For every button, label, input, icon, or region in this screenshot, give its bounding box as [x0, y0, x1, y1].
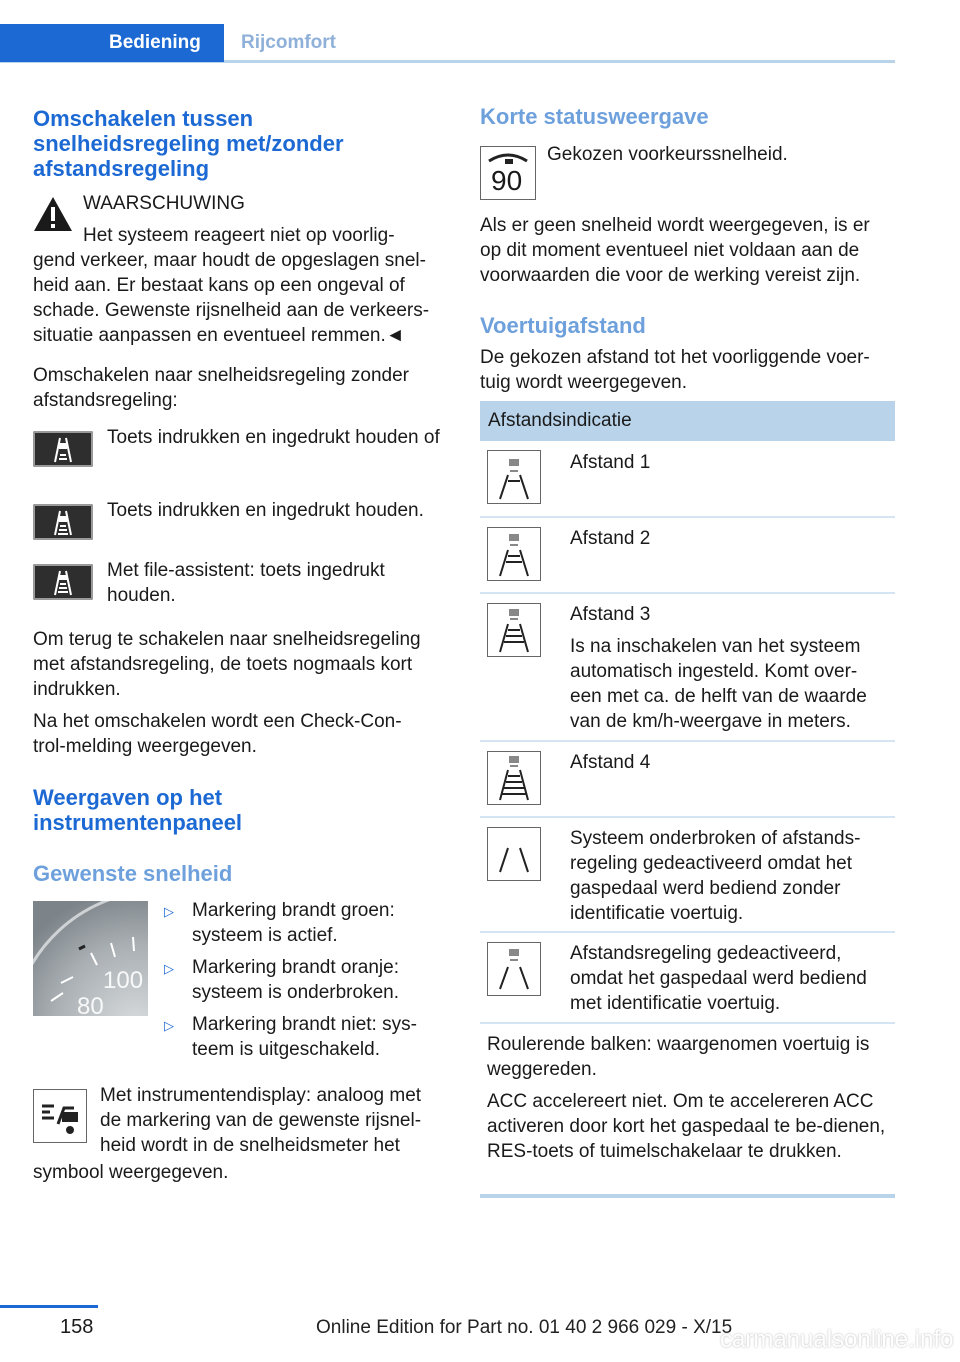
row-title-4: Afstand 4: [570, 752, 651, 773]
speedo-label-100: 100: [103, 967, 144, 994]
system-interrupted-icon: [487, 827, 541, 881]
bullet-text-1: Markering brandt groen: systeem is actief.: [192, 900, 395, 946]
option-2: Toets indrukken en ingedrukt houden.: [107, 500, 424, 521]
check-control-text: Na het omschakelen wordt een Check-Con-trol-melding weergegeven.: [33, 711, 402, 757]
row-separator: [480, 592, 895, 594]
traffic-jam-button-icon: [33, 564, 93, 600]
speedo-label-80: 80: [77, 993, 104, 1016]
distance-4-icon: [487, 751, 541, 805]
distance-1-icon: [487, 450, 541, 504]
row-title-1: Afstand 1: [570, 452, 651, 473]
option-1: Toets indrukken en ingedrukt houden of: [107, 427, 440, 448]
edition-text: Online Edition for Part no. 01 40 2 966 029 - X/15: [316, 1317, 733, 1338]
tab-bediening[interactable]: Bediening: [0, 24, 224, 62]
row-desc-3: Is na inschakelen van het systeem automatisch ingesteld. Komt over-een met ca. de helft van de waarde van de km/h-weergave in meters.: [570, 636, 867, 732]
page-number: 158: [60, 1316, 94, 1338]
instrument-text-rest: symbool weergegeven.: [33, 1162, 229, 1183]
bullet-text-2: Markering brandt oranje: systeem is onderbroken.: [192, 957, 399, 1003]
option-3: Met file-assistent: toets ingedrukt houden.: [107, 560, 385, 606]
bullet-icon: ▷: [164, 904, 174, 919]
distance-button-icon-2: [33, 504, 93, 540]
distance-title: Voertuigafstand: [480, 313, 646, 338]
footer-rule: [0, 1305, 98, 1308]
switch-back-text: Om terug te schakelen naar snelheidsregeling met afstandsregeling, de toets nogmaals kort indrukken.: [33, 629, 421, 700]
warning-text: gend verkeer, maar houdt de opgeslagen snel-heid aan. Er bestaat kans op een ongeval of schade. Gewenste rijsnelheid aan de verkeers-situatie aanpassen en eventueel remmen.◄: [33, 250, 430, 346]
instrument-text-first: Met instrumentendisplay: analoog met de markering van de gewenste rijsnel-heid wordt in de snelheidsmeter het: [100, 1085, 422, 1156]
tab-rijcomfort[interactable]: Rijcomfort: [241, 32, 336, 53]
vehicle-detected-deactivated-icon: [487, 942, 541, 996]
table-bottom-rule: [480, 1194, 895, 1198]
warning-label: WAARSCHUWING: [83, 193, 245, 214]
distance-intro: De gekozen afstand tot het voorliggende voer-tuig wordt weergegeven.: [480, 347, 870, 393]
bullet-icon: ▷: [164, 961, 174, 976]
section-title-switch: Omschakelen tussen snelheidsregeling met/zonder afstandsregeling: [33, 106, 344, 181]
row-title-6: Afstandsregeling gedeactiveerd, omdat het gaspedaal werd bediend met identificatie voertuig.: [570, 943, 867, 1014]
warning-icon: [33, 196, 73, 232]
speedometer-image: [33, 901, 148, 1016]
distance-2-icon: [487, 527, 541, 581]
row-separator: [480, 1022, 895, 1024]
bullet-text-3: Markering brandt niet: sys-teem is uitgeschakeld.: [192, 1014, 417, 1060]
watermark: carmanualsonline.info: [720, 1326, 954, 1353]
set-speed-symbol-icon: [33, 1089, 87, 1143]
table-header: [480, 401, 895, 441]
distance-3-icon: [487, 603, 541, 657]
row-title-3: Afstand 3: [570, 604, 651, 625]
status-text: Gekozen voorkeurssnelheid.: [547, 144, 788, 165]
distance-button-icon: [33, 431, 93, 467]
row-title-2: Afstand 2: [570, 528, 651, 549]
bullet-icon: ▷: [164, 1018, 174, 1033]
row-separator: [480, 516, 895, 518]
rolling-note: Roulerende balken: waargenomen voertuig is weggereden.: [487, 1034, 870, 1080]
row-separator: [480, 931, 895, 933]
status-title: Korte statusweergave: [480, 104, 709, 129]
switch-intro: Omschakelen naar snelheidsregeling zonder afstandsregeling:: [33, 365, 410, 411]
display-title: Weergaven op het instrumentenpaneel: [33, 785, 243, 835]
row-separator: [480, 816, 895, 818]
warning-text-first: Het systeem reageert niet op voorlig-: [83, 225, 395, 246]
no-speed-text: Als er geen snelheid wordt weergegeven, is er op dit moment eventueel niet voldaan aan de voorwaarden die voor de werking vereist zijn.: [480, 215, 870, 286]
acc-note: ACC accelereert niet. Om te accelereren ACC activeren door kort het gaspedaal te be-dienen, RES-toets of tuimelschakelaar te drukken.: [487, 1091, 886, 1162]
set-speed-value: 90: [491, 165, 523, 196]
row-title-5: Systeem onderbroken of afstands-regeling gedeactiveerd omdat het gaspedaal werd bediend zonder identificatie voertuig.: [570, 828, 861, 924]
set-speed-icon: [480, 146, 536, 200]
table-header-label: Afstandsindicatie: [488, 410, 632, 431]
row-separator: [480, 740, 895, 742]
speed-title: Gewenste snelheid: [33, 861, 233, 886]
